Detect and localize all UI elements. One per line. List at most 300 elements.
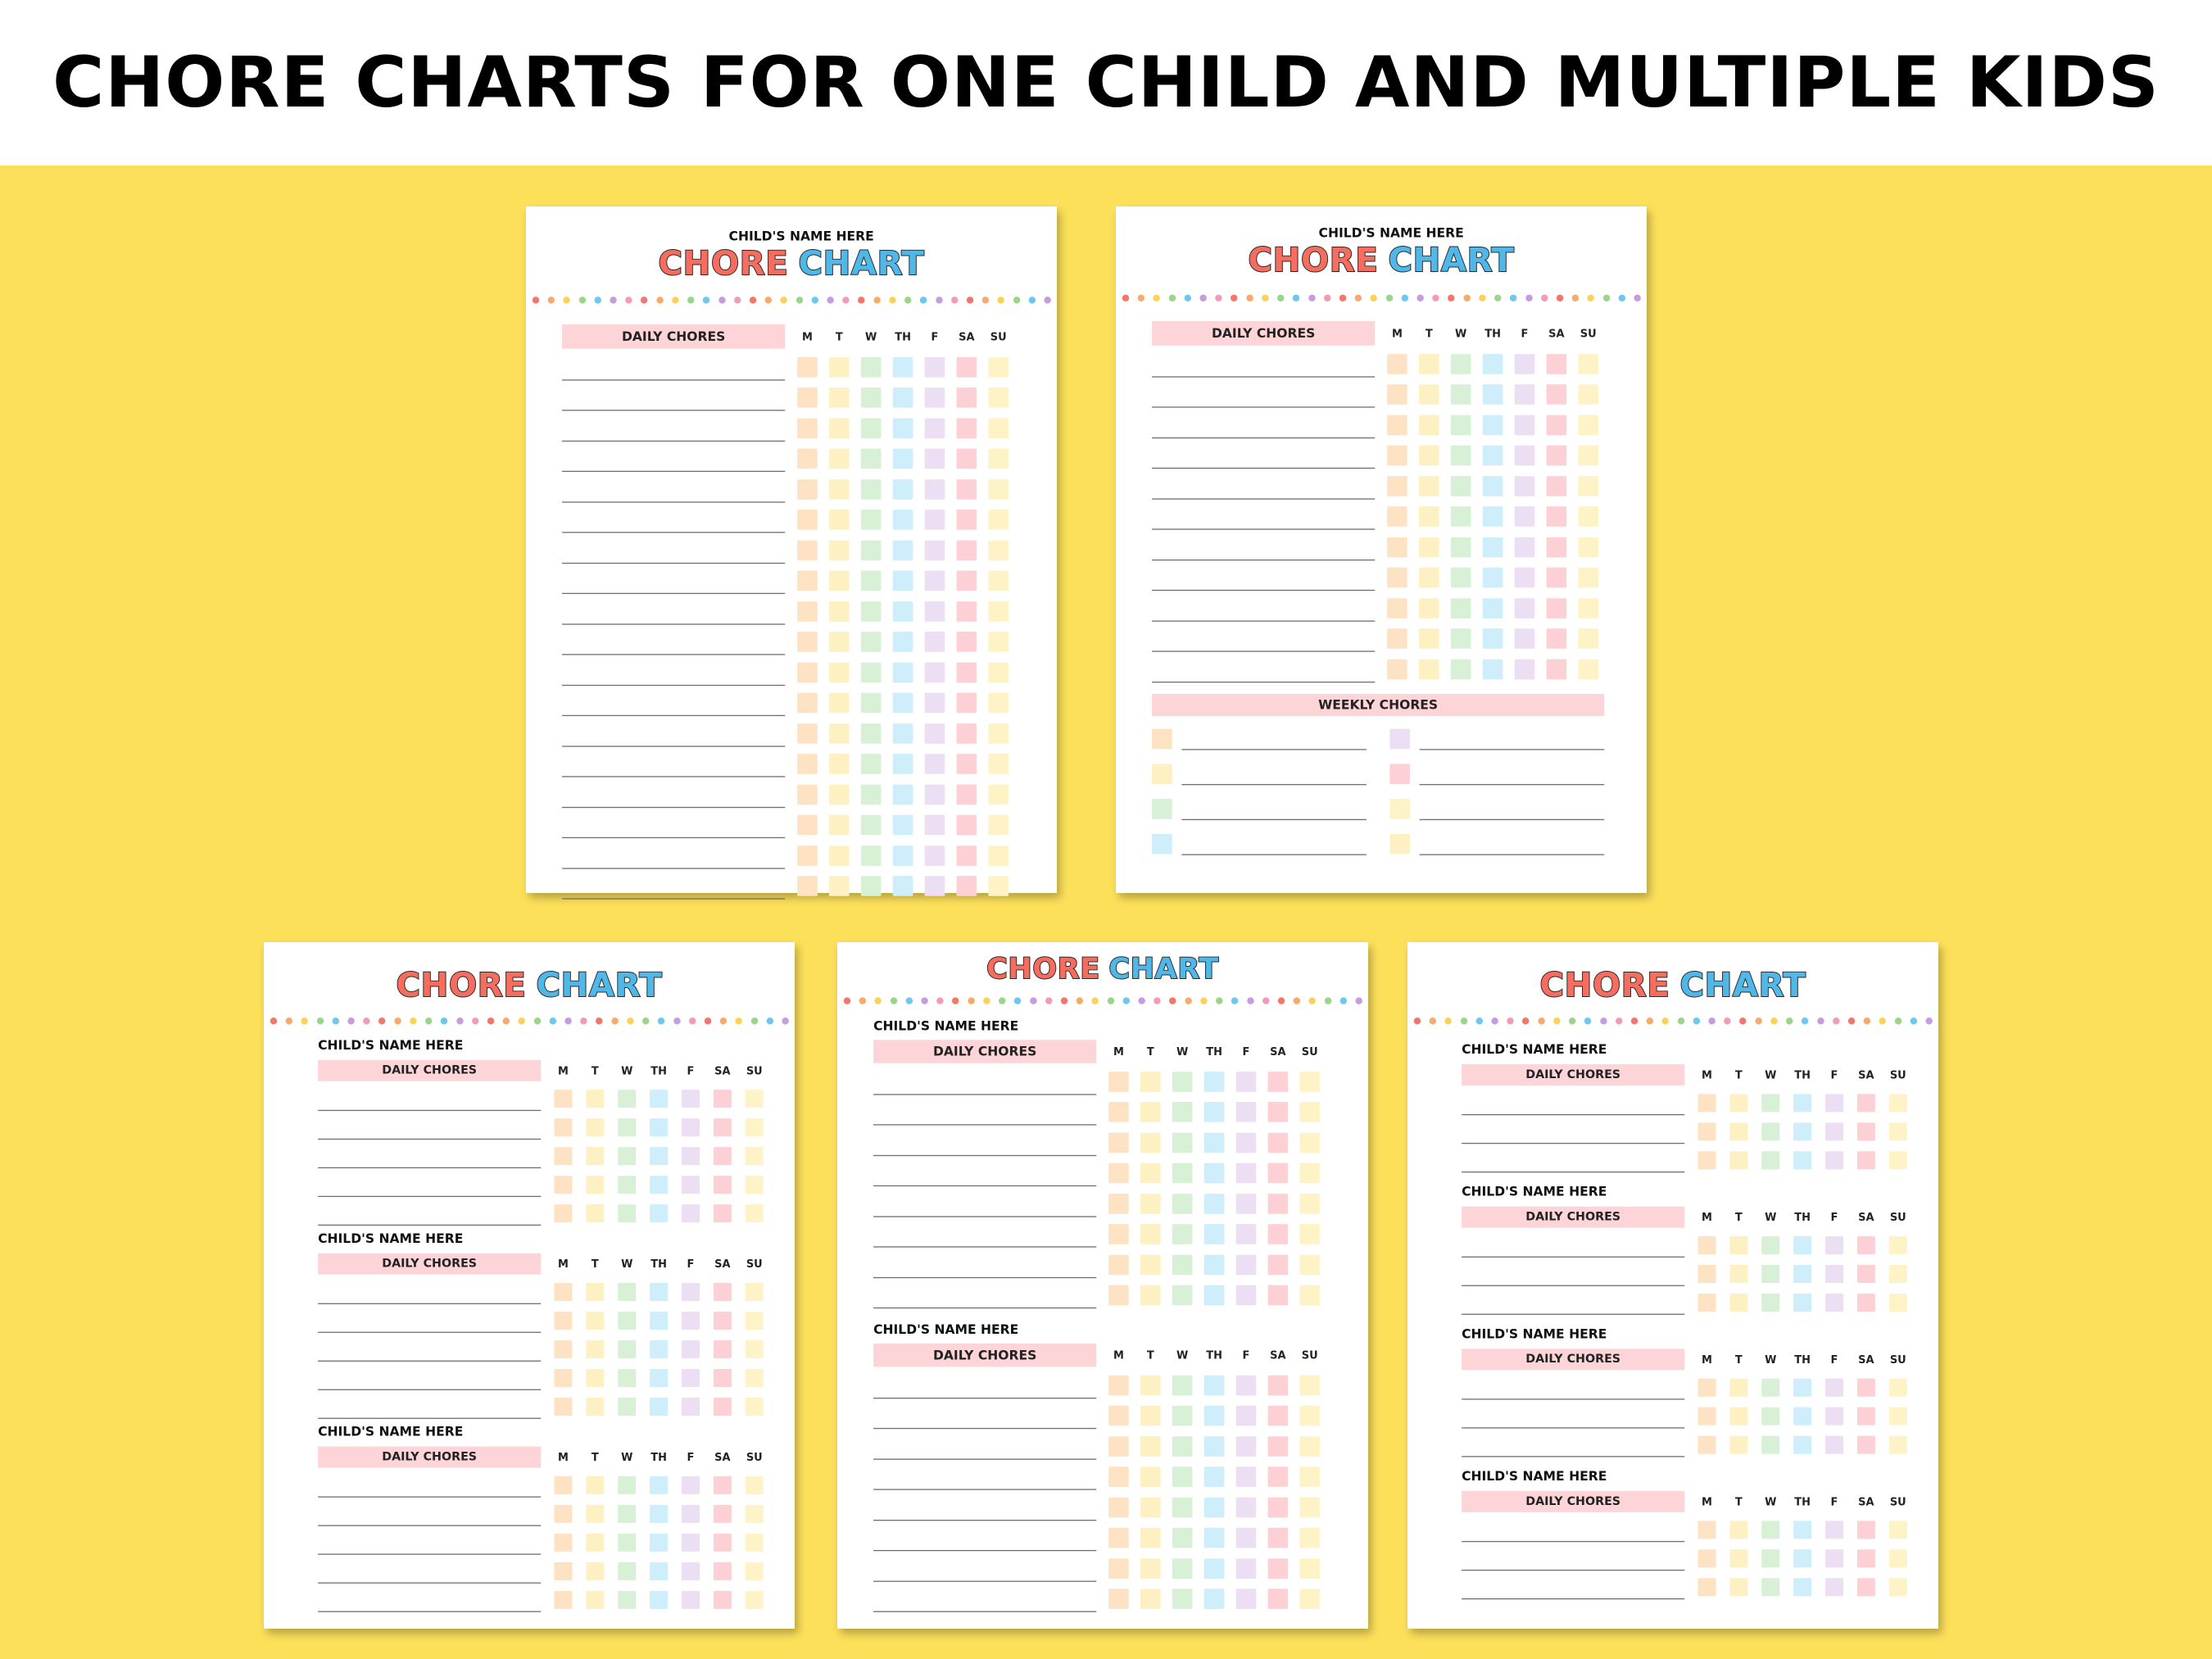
checkbox-icon[interactable] [1299, 1102, 1320, 1122]
checkbox-icon[interactable] [988, 418, 1009, 438]
checkbox-icon[interactable] [925, 845, 945, 866]
checkbox-icon[interactable] [1483, 506, 1503, 527]
checkbox-icon[interactable] [1547, 660, 1567, 680]
checkbox-icon[interactable] [746, 1476, 764, 1494]
checkbox-icon[interactable] [797, 785, 818, 805]
checkbox-icon[interactable] [1236, 1466, 1257, 1487]
checkbox-icon[interactable] [893, 815, 913, 836]
checkbox-icon[interactable] [714, 1090, 732, 1108]
checkbox-icon[interactable] [1729, 1549, 1747, 1567]
checkbox-icon[interactable] [1299, 1132, 1320, 1153]
checkbox-icon[interactable] [1268, 1255, 1289, 1276]
checkbox-icon[interactable] [1578, 354, 1598, 374]
checkbox-icon[interactable] [957, 418, 977, 438]
checkbox-icon[interactable] [893, 540, 913, 560]
checkbox-icon[interactable] [1889, 1236, 1907, 1254]
checkbox-icon[interactable] [1825, 1549, 1843, 1567]
checkbox-icon[interactable] [1268, 1102, 1289, 1122]
checkbox-icon[interactable] [1698, 1094, 1716, 1112]
checkbox-icon[interactable] [988, 632, 1009, 652]
checkbox-icon[interactable] [1761, 1549, 1779, 1567]
checkbox-icon[interactable] [554, 1562, 572, 1580]
checkbox-icon[interactable] [1515, 660, 1535, 680]
checkbox-icon[interactable] [586, 1505, 604, 1523]
checkbox-icon[interactable] [1387, 628, 1407, 649]
checkbox-icon[interactable] [1578, 537, 1598, 558]
checkbox-icon[interactable] [829, 388, 850, 408]
checkbox-icon[interactable] [1698, 1265, 1716, 1283]
checkbox-icon[interactable] [1172, 1558, 1193, 1579]
checkbox-icon[interactable] [1857, 1436, 1875, 1454]
checkbox-icon[interactable] [1299, 1194, 1320, 1214]
checkbox-icon[interactable] [861, 662, 882, 682]
checkbox-icon[interactable] [1204, 1589, 1225, 1609]
checkbox-icon[interactable] [586, 1312, 604, 1330]
checkbox-icon[interactable] [1515, 446, 1535, 466]
checkbox-icon[interactable] [988, 388, 1009, 408]
checkbox-icon[interactable] [554, 1283, 572, 1301]
checkbox-icon[interactable] [1108, 1558, 1129, 1579]
checkbox-icon[interactable] [893, 723, 913, 744]
checkbox-icon[interactable] [829, 571, 850, 592]
checkbox-icon[interactable] [988, 540, 1009, 560]
checkbox-icon[interactable] [1483, 446, 1503, 466]
checkbox-icon[interactable] [650, 1562, 668, 1580]
checkbox-icon[interactable] [1172, 1589, 1193, 1609]
checkbox-icon[interactable] [746, 1090, 764, 1108]
checkbox-icon[interactable] [829, 662, 850, 682]
checkbox-icon[interactable] [1140, 1285, 1161, 1306]
checkbox-icon[interactable] [554, 1369, 572, 1387]
checkbox-icon[interactable] [1761, 1578, 1779, 1596]
checkbox-icon[interactable] [1419, 628, 1439, 649]
checkbox-icon[interactable] [1140, 1466, 1161, 1487]
checkbox-icon[interactable] [1825, 1151, 1843, 1169]
checkbox-icon[interactable] [554, 1591, 572, 1609]
checkbox-icon[interactable] [1419, 660, 1439, 680]
checkbox-icon[interactable] [1451, 384, 1471, 405]
checkbox-icon[interactable] [893, 693, 913, 714]
checkbox-icon[interactable] [893, 876, 913, 896]
checkbox-icon[interactable] [1140, 1589, 1161, 1609]
checkbox-icon[interactable] [586, 1398, 604, 1416]
checkbox-icon[interactable] [893, 632, 913, 652]
checkbox-icon[interactable] [586, 1118, 604, 1136]
checkbox-icon[interactable] [1268, 1163, 1289, 1184]
checkbox-icon[interactable] [957, 571, 977, 592]
checkbox-icon[interactable] [1140, 1558, 1161, 1579]
checkbox-icon[interactable] [682, 1176, 700, 1194]
checkbox-icon[interactable] [893, 449, 913, 469]
checkbox-icon[interactable] [1204, 1163, 1225, 1184]
checkbox-icon[interactable] [797, 693, 818, 714]
checkbox-icon[interactable] [957, 876, 977, 896]
checkbox-icon[interactable] [1299, 1285, 1320, 1306]
checkbox-icon[interactable] [1236, 1194, 1257, 1214]
checkbox-icon[interactable] [1108, 1102, 1129, 1122]
checkbox-icon[interactable] [746, 1312, 764, 1330]
checkbox-icon[interactable] [1547, 568, 1567, 588]
checkbox-icon[interactable] [1825, 1521, 1843, 1539]
checkbox-icon[interactable] [1140, 1194, 1161, 1214]
checkbox-icon[interactable] [714, 1118, 732, 1136]
checkbox-icon[interactable] [893, 845, 913, 866]
checkbox-icon[interactable] [1729, 1407, 1747, 1426]
checkbox-icon[interactable] [925, 693, 945, 714]
checkbox-icon[interactable] [1268, 1406, 1289, 1426]
checkbox-icon[interactable] [586, 1476, 604, 1494]
checkbox-icon[interactable] [893, 571, 913, 592]
checkbox-icon[interactable] [1140, 1436, 1161, 1457]
checkbox-icon[interactable] [1387, 660, 1407, 680]
checkbox-icon[interactable] [1387, 506, 1407, 527]
checkbox-icon[interactable] [618, 1591, 636, 1609]
checkbox-icon[interactable] [1236, 1406, 1257, 1426]
checkbox-icon[interactable] [1236, 1102, 1257, 1122]
checkbox-icon[interactable] [1108, 1194, 1129, 1214]
checkbox-icon[interactable] [861, 785, 882, 805]
checkbox-icon[interactable] [925, 540, 945, 560]
checkbox-icon[interactable] [1140, 1498, 1161, 1518]
checkbox-icon[interactable] [1515, 537, 1535, 558]
checkbox-icon[interactable] [1451, 446, 1471, 466]
checkbox-icon[interactable] [861, 723, 882, 744]
checkbox-icon[interactable] [1140, 1224, 1161, 1244]
checkbox-icon[interactable] [797, 876, 818, 896]
checkbox-icon[interactable] [893, 601, 913, 622]
checkbox-icon[interactable] [925, 479, 945, 500]
checkbox-icon[interactable] [829, 723, 850, 744]
checkbox-icon[interactable] [682, 1090, 700, 1108]
checkbox-icon[interactable] [797, 632, 818, 652]
checkbox-icon[interactable] [714, 1562, 732, 1580]
checkbox-icon[interactable] [1172, 1132, 1193, 1153]
checkbox-icon[interactable] [554, 1204, 572, 1222]
checkbox-icon[interactable] [1204, 1224, 1225, 1244]
checkbox-icon[interactable] [618, 1398, 636, 1416]
checkbox-icon[interactable] [1236, 1072, 1257, 1092]
checkbox-icon[interactable] [714, 1534, 732, 1552]
checkbox-icon[interactable] [1793, 1549, 1811, 1567]
checkbox-icon[interactable] [1389, 764, 1410, 784]
checkbox-icon[interactable] [1236, 1132, 1257, 1153]
checkbox-icon[interactable] [650, 1591, 668, 1609]
checkbox-icon[interactable] [1793, 1578, 1811, 1596]
checkbox-icon[interactable] [586, 1176, 604, 1194]
checkbox-icon[interactable] [1698, 1436, 1716, 1454]
checkbox-icon[interactable] [1515, 384, 1535, 405]
checkbox-icon[interactable] [1172, 1163, 1193, 1184]
checkbox-icon[interactable] [988, 449, 1009, 469]
checkbox-icon[interactable] [1236, 1255, 1257, 1276]
checkbox-icon[interactable] [1204, 1406, 1225, 1426]
checkbox-icon[interactable] [925, 571, 945, 592]
checkbox-icon[interactable] [1451, 354, 1471, 374]
checkbox-icon[interactable] [797, 754, 818, 774]
checkbox-icon[interactable] [1547, 476, 1567, 496]
checkbox-icon[interactable] [554, 1312, 572, 1330]
checkbox-icon[interactable] [1889, 1578, 1907, 1596]
checkbox-icon[interactable] [1483, 568, 1503, 588]
checkbox-icon[interactable] [1698, 1294, 1716, 1312]
checkbox-icon[interactable] [1172, 1255, 1193, 1276]
checkbox-icon[interactable] [1268, 1132, 1289, 1153]
checkbox-icon[interactable] [746, 1562, 764, 1580]
checkbox-icon[interactable] [650, 1147, 668, 1165]
checkbox-icon[interactable] [1857, 1521, 1875, 1539]
checkbox-icon[interactable] [861, 845, 882, 866]
checkbox-icon[interactable] [714, 1312, 732, 1330]
checkbox-icon[interactable] [682, 1283, 700, 1301]
checkbox-icon[interactable] [988, 479, 1009, 500]
checkbox-icon[interactable] [650, 1340, 668, 1358]
checkbox-icon[interactable] [1108, 1224, 1129, 1244]
checkbox-icon[interactable] [1547, 628, 1567, 649]
checkbox-icon[interactable] [1451, 598, 1471, 619]
checkbox-icon[interactable] [861, 510, 882, 530]
checkbox-icon[interactable] [1889, 1122, 1907, 1140]
checkbox-icon[interactable] [861, 418, 882, 438]
checkbox-icon[interactable] [1419, 537, 1439, 558]
checkbox-icon[interactable] [618, 1534, 636, 1552]
checkbox-icon[interactable] [925, 418, 945, 438]
checkbox-icon[interactable] [829, 876, 850, 896]
checkbox-icon[interactable] [1419, 506, 1439, 527]
checkbox-icon[interactable] [1729, 1294, 1747, 1312]
checkbox-icon[interactable] [988, 785, 1009, 805]
checkbox-icon[interactable] [1204, 1466, 1225, 1487]
checkbox-icon[interactable] [829, 601, 850, 622]
checkbox-icon[interactable] [1108, 1589, 1129, 1609]
checkbox-icon[interactable] [1889, 1094, 1907, 1112]
checkbox-icon[interactable] [1152, 834, 1172, 854]
checkbox-icon[interactable] [1299, 1255, 1320, 1276]
checkbox-icon[interactable] [988, 845, 1009, 866]
checkbox-icon[interactable] [1698, 1236, 1716, 1254]
checkbox-icon[interactable] [554, 1534, 572, 1552]
checkbox-icon[interactable] [586, 1147, 604, 1165]
checkbox-icon[interactable] [957, 479, 977, 500]
checkbox-icon[interactable] [957, 601, 977, 622]
checkbox-icon[interactable] [1204, 1194, 1225, 1214]
checkbox-icon[interactable] [797, 510, 818, 530]
checkbox-icon[interactable] [1268, 1589, 1289, 1609]
checkbox-icon[interactable] [893, 479, 913, 500]
checkbox-icon[interactable] [1268, 1376, 1289, 1396]
checkbox-icon[interactable] [861, 632, 882, 652]
checkbox-icon[interactable] [1825, 1379, 1843, 1397]
checkbox-icon[interactable] [1268, 1436, 1289, 1457]
checkbox-icon[interactable] [1515, 568, 1535, 588]
checkbox-icon[interactable] [1793, 1122, 1811, 1140]
checkbox-icon[interactable] [1389, 834, 1410, 854]
checkbox-icon[interactable] [1515, 506, 1535, 527]
checkbox-icon[interactable] [1889, 1521, 1907, 1539]
checkbox-icon[interactable] [1236, 1498, 1257, 1518]
checkbox-icon[interactable] [586, 1562, 604, 1580]
checkbox-icon[interactable] [1387, 476, 1407, 496]
checkbox-icon[interactable] [1729, 1578, 1747, 1596]
checkbox-icon[interactable] [1451, 476, 1471, 496]
checkbox-icon[interactable] [797, 357, 818, 378]
checkbox-icon[interactable] [618, 1283, 636, 1301]
checkbox-icon[interactable] [682, 1340, 700, 1358]
checkbox-icon[interactable] [829, 418, 850, 438]
checkbox-icon[interactable] [618, 1118, 636, 1136]
checkbox-icon[interactable] [829, 815, 850, 836]
checkbox-icon[interactable] [554, 1118, 572, 1136]
checkbox-icon[interactable] [829, 785, 850, 805]
checkbox-icon[interactable] [1729, 1094, 1747, 1112]
checkbox-icon[interactable] [650, 1118, 668, 1136]
checkbox-icon[interactable] [1793, 1521, 1811, 1539]
checkbox-icon[interactable] [957, 388, 977, 408]
checkbox-icon[interactable] [1515, 476, 1535, 496]
checkbox-icon[interactable] [1204, 1255, 1225, 1276]
checkbox-icon[interactable] [1889, 1294, 1907, 1312]
checkbox-icon[interactable] [682, 1476, 700, 1494]
checkbox-icon[interactable] [1578, 506, 1598, 527]
checkbox-icon[interactable] [1483, 384, 1503, 405]
checkbox-icon[interactable] [861, 357, 882, 378]
checkbox-icon[interactable] [1204, 1436, 1225, 1457]
checkbox-icon[interactable] [618, 1147, 636, 1165]
checkbox-icon[interactable] [797, 601, 818, 622]
checkbox-icon[interactable] [1419, 415, 1439, 436]
checkbox-icon[interactable] [1108, 1406, 1129, 1426]
checkbox-icon[interactable] [925, 510, 945, 530]
checkbox-icon[interactable] [797, 388, 818, 408]
checkbox-icon[interactable] [1387, 537, 1407, 558]
checkbox-icon[interactable] [988, 693, 1009, 714]
checkbox-icon[interactable] [586, 1283, 604, 1301]
checkbox-icon[interactable] [957, 540, 977, 560]
checkbox-icon[interactable] [925, 754, 945, 774]
checkbox-icon[interactable] [797, 449, 818, 469]
checkbox-icon[interactable] [682, 1369, 700, 1387]
checkbox-icon[interactable] [650, 1176, 668, 1194]
checkbox-icon[interactable] [650, 1476, 668, 1494]
checkbox-icon[interactable] [797, 845, 818, 866]
checkbox-icon[interactable] [1761, 1122, 1779, 1140]
checkbox-icon[interactable] [829, 357, 850, 378]
checkbox-icon[interactable] [1236, 1436, 1257, 1457]
checkbox-icon[interactable] [1483, 628, 1503, 649]
checkbox-icon[interactable] [1299, 1589, 1320, 1609]
checkbox-icon[interactable] [1108, 1376, 1129, 1396]
checkbox-icon[interactable] [746, 1340, 764, 1358]
checkbox-icon[interactable] [797, 540, 818, 560]
checkbox-icon[interactable] [1451, 537, 1471, 558]
checkbox-icon[interactable] [1419, 354, 1439, 374]
checkbox-icon[interactable] [1172, 1285, 1193, 1306]
checkbox-icon[interactable] [1761, 1521, 1779, 1539]
checkbox-icon[interactable] [1857, 1294, 1875, 1312]
checkbox-icon[interactable] [1204, 1558, 1225, 1579]
checkbox-icon[interactable] [746, 1398, 764, 1416]
checkbox-icon[interactable] [1825, 1436, 1843, 1454]
checkbox-icon[interactable] [554, 1398, 572, 1416]
checkbox-icon[interactable] [618, 1312, 636, 1330]
checkbox-icon[interactable] [554, 1476, 572, 1494]
checkbox-icon[interactable] [1729, 1436, 1747, 1454]
checkbox-icon[interactable] [1236, 1558, 1257, 1579]
checkbox-icon[interactable] [1268, 1466, 1289, 1487]
checkbox-icon[interactable] [1172, 1498, 1193, 1518]
checkbox-icon[interactable] [829, 540, 850, 560]
checkbox-icon[interactable] [1857, 1379, 1875, 1397]
checkbox-icon[interactable] [957, 785, 977, 805]
checkbox-icon[interactable] [1299, 1406, 1320, 1426]
checkbox-icon[interactable] [1793, 1407, 1811, 1426]
checkbox-icon[interactable] [1857, 1122, 1875, 1140]
checkbox-icon[interactable] [650, 1369, 668, 1387]
checkbox-icon[interactable] [1761, 1407, 1779, 1426]
checkbox-icon[interactable] [1268, 1498, 1289, 1518]
checkbox-icon[interactable] [829, 449, 850, 469]
checkbox-icon[interactable] [1152, 764, 1172, 784]
checkbox-icon[interactable] [829, 693, 850, 714]
checkbox-icon[interactable] [925, 785, 945, 805]
checkbox-icon[interactable] [797, 662, 818, 682]
checkbox-icon[interactable] [618, 1369, 636, 1387]
checkbox-icon[interactable] [1204, 1132, 1225, 1153]
checkbox-icon[interactable] [1793, 1436, 1811, 1454]
checkbox-icon[interactable] [1793, 1379, 1811, 1397]
checkbox-icon[interactable] [1578, 628, 1598, 649]
checkbox-icon[interactable] [957, 723, 977, 744]
checkbox-icon[interactable] [797, 571, 818, 592]
checkbox-icon[interactable] [829, 510, 850, 530]
checkbox-icon[interactable] [1268, 1072, 1289, 1092]
checkbox-icon[interactable] [618, 1090, 636, 1108]
checkbox-icon[interactable] [893, 357, 913, 378]
checkbox-icon[interactable] [1825, 1094, 1843, 1112]
checkbox-icon[interactable] [1578, 476, 1598, 496]
checkbox-icon[interactable] [554, 1147, 572, 1165]
checkbox-icon[interactable] [1825, 1236, 1843, 1254]
checkbox-icon[interactable] [714, 1476, 732, 1494]
checkbox-icon[interactable] [829, 754, 850, 774]
checkbox-icon[interactable] [1483, 537, 1503, 558]
checkbox-icon[interactable] [1729, 1379, 1747, 1397]
checkbox-icon[interactable] [893, 754, 913, 774]
checkbox-icon[interactable] [1825, 1578, 1843, 1596]
checkbox-icon[interactable] [1108, 1466, 1129, 1487]
checkbox-icon[interactable] [861, 754, 882, 774]
checkbox-icon[interactable] [1793, 1294, 1811, 1312]
checkbox-icon[interactable] [682, 1562, 700, 1580]
checkbox-icon[interactable] [554, 1505, 572, 1523]
checkbox-icon[interactable] [957, 510, 977, 530]
checkbox-icon[interactable] [650, 1534, 668, 1552]
checkbox-icon[interactable] [1387, 384, 1407, 405]
checkbox-icon[interactable] [1204, 1102, 1225, 1122]
checkbox-icon[interactable] [1578, 384, 1598, 405]
checkbox-icon[interactable] [1825, 1407, 1843, 1426]
checkbox-icon[interactable] [1889, 1151, 1907, 1169]
checkbox-icon[interactable] [746, 1505, 764, 1523]
checkbox-icon[interactable] [1172, 1072, 1193, 1092]
checkbox-icon[interactable] [746, 1147, 764, 1165]
checkbox-icon[interactable] [1547, 354, 1567, 374]
checkbox-icon[interactable] [925, 723, 945, 744]
checkbox-icon[interactable] [1825, 1265, 1843, 1283]
checkbox-icon[interactable] [957, 632, 977, 652]
checkbox-icon[interactable] [988, 662, 1009, 682]
checkbox-icon[interactable] [797, 723, 818, 744]
checkbox-icon[interactable] [988, 601, 1009, 622]
